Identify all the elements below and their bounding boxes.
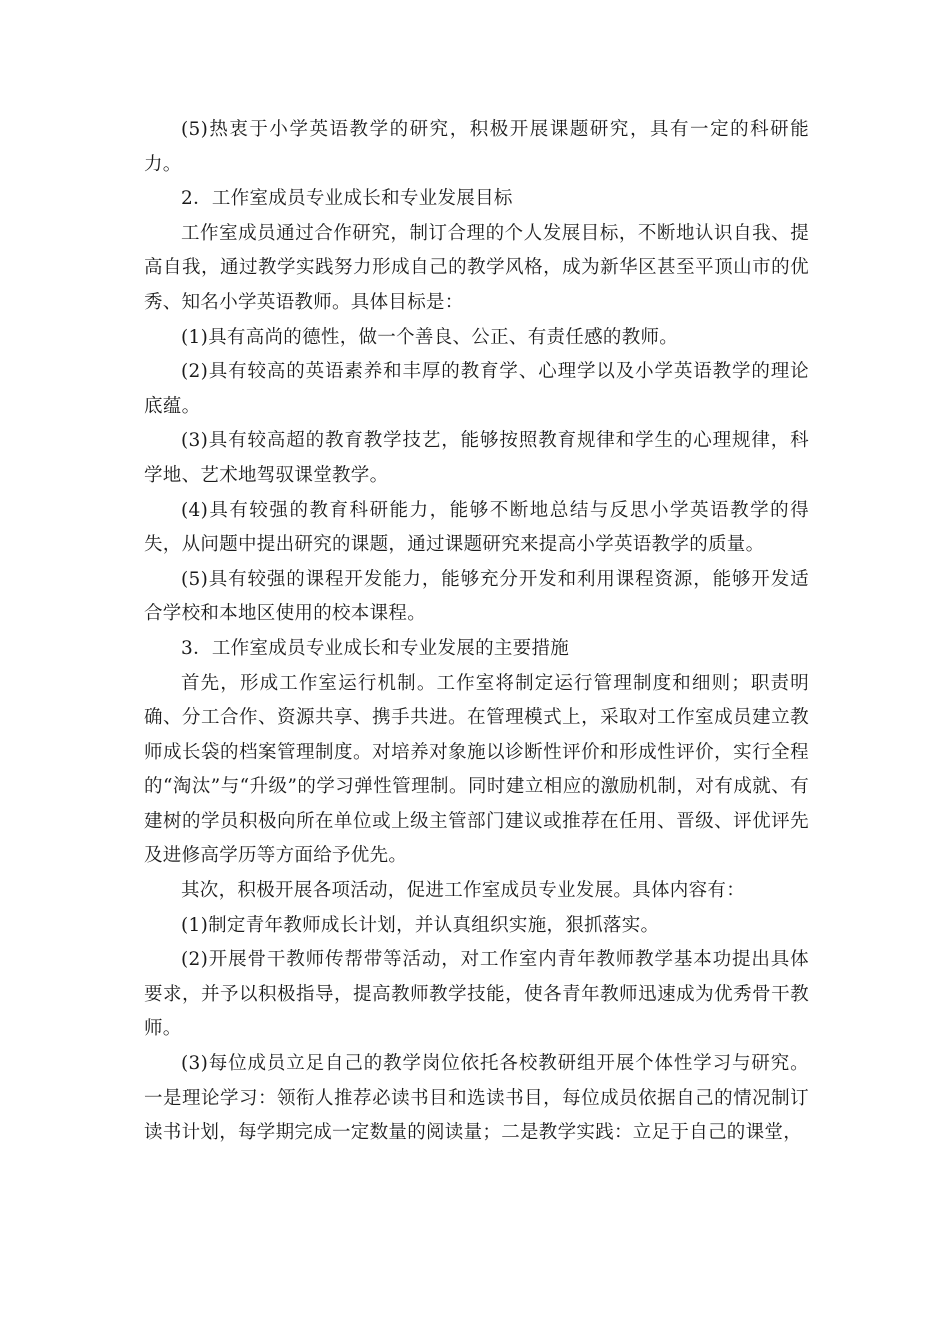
paragraph-goal-3: (3)具有较高超的教育教学技艺，能够按照教育规律和学生的心理规律，科学地、艺术地驾驭课堂教学。: [144, 430, 809, 486]
paragraph-research-interest: (5)热衷于小学英语教学的研究，积极开展课题研究，具有一定的科研能力。: [144, 119, 809, 175]
paragraph-activity-3: (3)每位成员立足自己的教学岗位依托各校教研组开展个体性学习与研究。一是理论学习：领衔人推荐必读书目和选读书目，每位成员依据自己的情况制订读书计划，每学期完成一定数量的阅读量；二是教学实践：立足于自己的课堂，: [144, 1053, 809, 1144]
paragraph-activity-1: (1)制定青年教师成长计划，并认真组织实施，狠抓落实。: [181, 914, 660, 936]
paragraph-goal-2: (2)具有较高的英语素养和丰厚的教育学、心理学以及小学英语教学的理论底蕴。: [144, 361, 809, 417]
section-heading-measures: 3．工作室成员专业成长和专业发展的主要措施: [181, 637, 570, 659]
paragraph-activity-2: (2)开展骨干教师传帮带等活动，对工作室内青年教师教学基本功提出具体要求，并予以积极指导，提高教师教学技能，使各青年教师迅速成为优秀骨干教师。: [144, 949, 809, 1040]
section-heading-goals: 2．工作室成员专业成长和专业发展目标: [181, 188, 513, 210]
paragraph-measure-first: 首先，形成工作室运行机制。工作室将制定运行管理制度和细则；职责明确、分工合作、资源共享、携手共进。在管理模式上，采取对工作室成员建立教师成长袋的档案管理制度。对培养对象施以诊断性评价和形成性评价，实行全程的“淘汰”与“升级”的学习弹性管理制。同时建立相应的激励机制，对有成就、有建树的学员积极向所在单位或上级主管部门建议或推荐在任用、晋级、评优评先及进修高学历等方面给予优先。: [144, 672, 809, 867]
paragraph-measure-second: 其次，积极开展各项活动，促进工作室成员专业发展。具体内容有：: [181, 880, 746, 902]
paragraph-goals-intro: 工作室成员通过合作研究，制订合理的个人发展目标，不断地认识自我、提高自我，通过教学实践努力形成自己的教学风格，成为新华区甚至平顶山市的优秀、知名小学英语教师。具体目标是：: [144, 222, 809, 313]
document-body: [144, 113, 809, 1151]
paragraph-goal-1: (1)具有高尚的德性，做一个善良、公正、有责任感的教师。: [181, 326, 679, 348]
paragraph-goal-4: (4)具有较强的教育科研能力，能够不断地总结与反思小学英语教学的得失，从问题中提出研究的课题，通过课题研究来提高小学英语教学的质量。: [144, 499, 809, 556]
paragraph-goal-5: (5)具有较强的课程开发能力，能够充分开发和利用课程资源，能够开发适合学校和本地区使用的校本课程。: [144, 568, 809, 625]
